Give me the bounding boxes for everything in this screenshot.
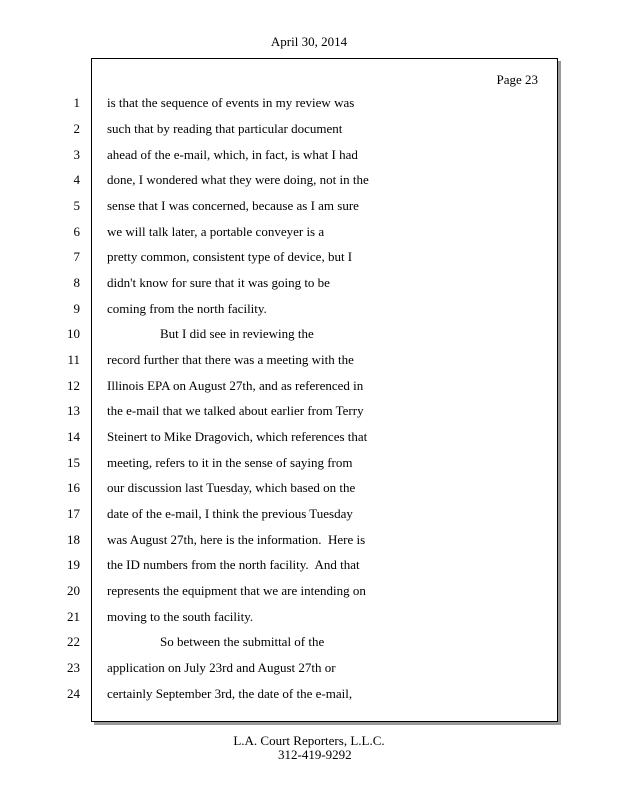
transcript-line: So between the submittal of the	[160, 634, 325, 649]
transcript-line: certainly September 3rd, the date of the e-mail,	[107, 686, 353, 701]
transcript-line: date of the e-mail, I think the previous Tuesday	[107, 506, 353, 521]
transcript-line: done, I wondered what they were doing, not in the	[107, 172, 369, 187]
line-number: 21	[67, 609, 80, 624]
line-number: 7	[73, 249, 80, 264]
transcript-line: didn't know for sure that it was going to be	[107, 275, 330, 290]
transcript-line: coming from the north facility.	[107, 301, 267, 316]
line-number: 4	[73, 172, 80, 187]
line-number: 3	[73, 147, 80, 162]
transcript-line: the ID numbers from the north facility. And that	[107, 557, 360, 572]
transcript-line: ahead of the e-mail, which, in fact, is what I had	[107, 147, 358, 162]
transcript-line: was August 27th, here is the information. Here is	[107, 532, 366, 547]
transcript-line: pretty common, consistent type of device, but I	[107, 249, 353, 264]
line-number: 15	[67, 455, 80, 470]
line-number: 16	[67, 480, 80, 495]
line-number: 11	[67, 352, 80, 367]
line-number: 5	[73, 198, 80, 213]
footer-phone: 312-419-9292	[278, 747, 352, 762]
line-number: 9	[73, 301, 80, 316]
transcript-line: meeting, refers to it in the sense of saying from	[107, 455, 353, 470]
transcript-line: moving to the south facility.	[107, 609, 254, 624]
line-number: 22	[67, 634, 80, 649]
transcript-line: we will talk later, a portable conveyer is a	[107, 224, 325, 239]
line-number: 8	[73, 275, 80, 290]
line-number: 17	[67, 506, 80, 521]
transcript-line: sense that I was concerned, because as I am sure	[107, 198, 359, 213]
line-number: 10	[67, 326, 80, 341]
line-number: 20	[67, 583, 80, 598]
line-number: 18	[67, 532, 80, 547]
transcript-line: represents the equipment that we are intending on	[107, 583, 366, 598]
line-number: 23	[67, 660, 80, 675]
line-number: 6	[73, 224, 80, 239]
header-date: April 30, 2014	[270, 34, 348, 49]
transcript-line: the e-mail that we talked about earlier from Terry	[107, 403, 364, 418]
line-number: 24	[67, 686, 80, 701]
transcript-line: But I did see in reviewing the	[160, 326, 314, 341]
line-number: 14	[67, 429, 80, 444]
transcript-line: our discussion last Tuesday, which based on the	[107, 480, 356, 495]
line-number: 13	[67, 403, 80, 418]
transcript-line: Steinert to Mike Dragovich, which references that	[107, 429, 368, 444]
footer-company: L.A. Court Reporters, L.L.C.	[233, 733, 385, 748]
line-number: 2	[73, 121, 80, 136]
line-number: 19	[67, 557, 80, 572]
page-number: Page 23	[496, 72, 538, 87]
transcript-line: record further that there was a meeting with the	[107, 352, 354, 367]
transcript-line: such that by reading that particular document	[107, 121, 343, 136]
transcript-line: is that the sequence of events in my review was	[107, 95, 355, 110]
line-number: 12	[67, 378, 80, 393]
transcript-line: Illinois EPA on August 27th, and as referenced in	[107, 378, 364, 393]
transcript-line: application on July 23rd and August 27th or	[107, 660, 336, 675]
line-number: 1	[73, 95, 80, 110]
